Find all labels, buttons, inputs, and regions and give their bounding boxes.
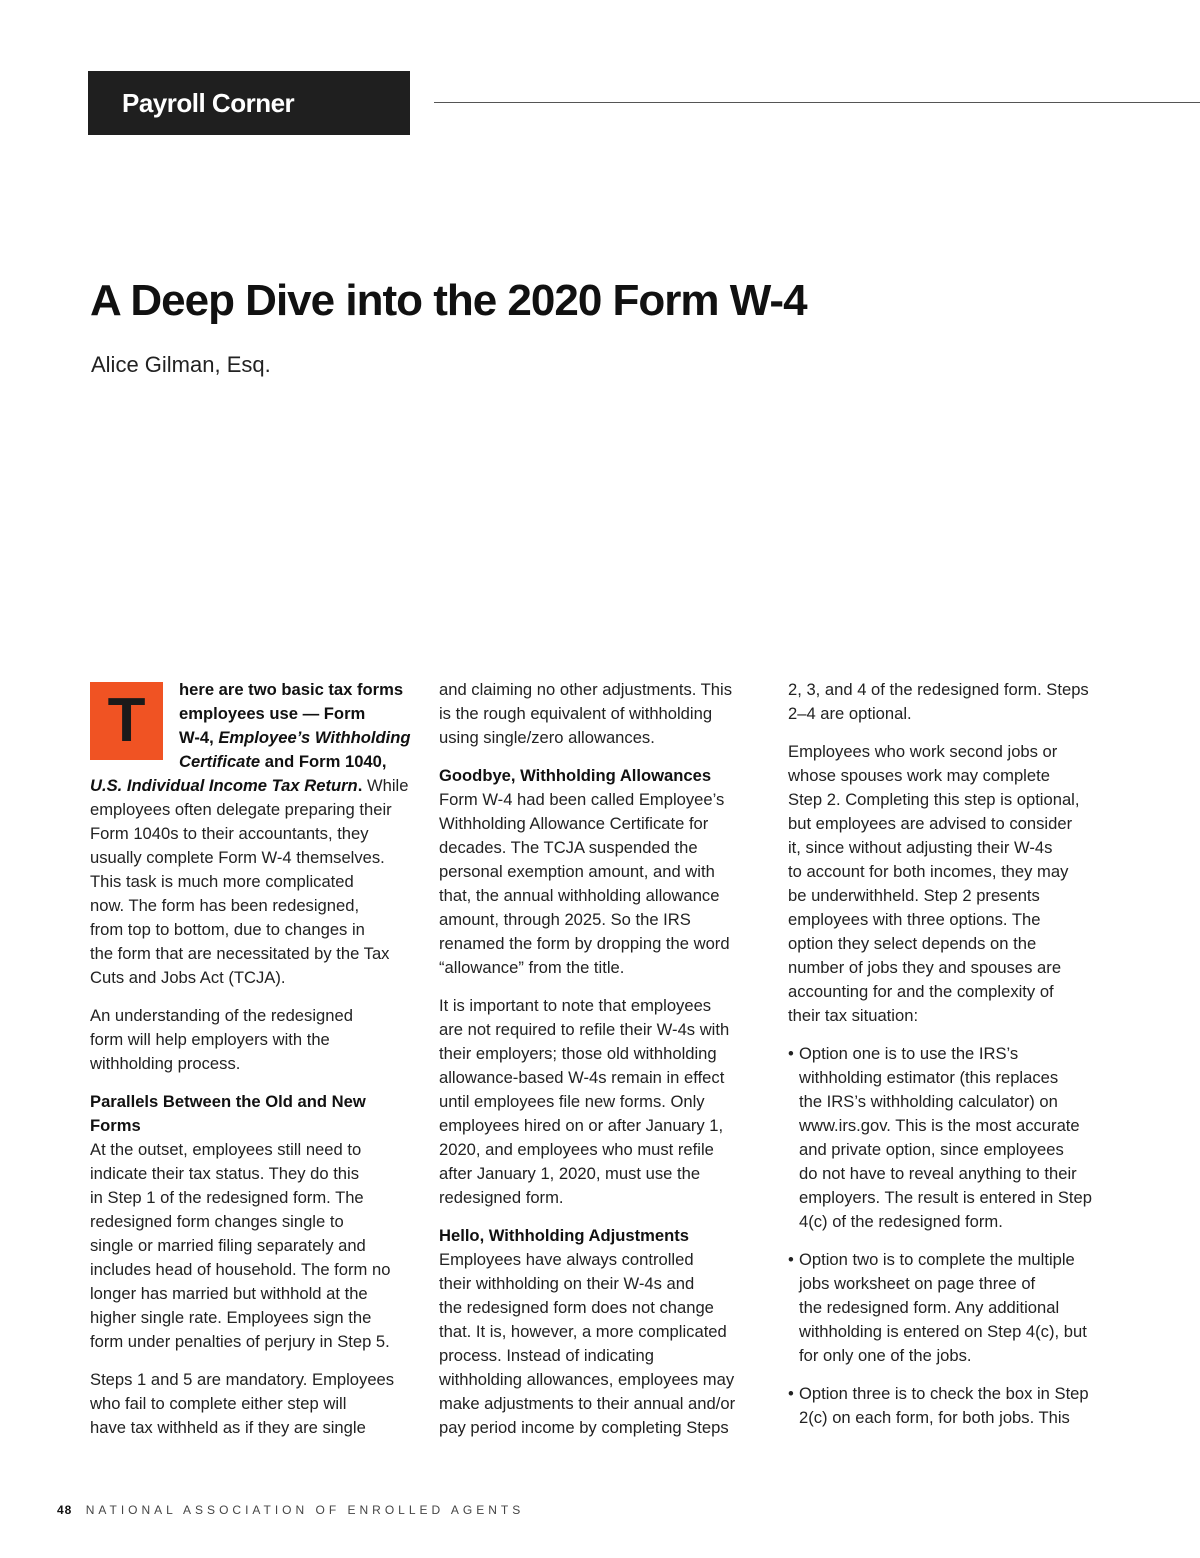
lede-text: W-4, xyxy=(179,728,219,747)
article-author: Alice Gilman, Esq. xyxy=(91,352,271,377)
bullet-line xyxy=(788,1042,1118,1066)
text-line: decades. The TCJA suspended the xyxy=(439,838,698,857)
text-line: Employees who work second jobs or xyxy=(788,742,1058,761)
text-line: the redesigned form does not change xyxy=(439,1298,714,1317)
lede-text: and Form 1040, xyxy=(260,752,387,771)
text-line: It is important to note that employees xyxy=(439,996,712,1015)
text-line: form will help employers with the xyxy=(90,1030,330,1049)
paragraph xyxy=(90,798,420,990)
bullet-line xyxy=(788,1320,1118,1344)
bullet-text: Option two is to complete the multiple xyxy=(799,1250,1075,1269)
text-line: after January 1, 2020, must use the xyxy=(439,1164,701,1183)
bullet-line xyxy=(788,1344,1118,1368)
bullet-icon: • xyxy=(788,1044,794,1063)
text-line: redesigned form changes single to xyxy=(90,1212,344,1231)
paragraph xyxy=(90,1138,420,1354)
drop-cap-letter: T xyxy=(107,686,146,755)
text-line: Cuts and Jobs Act (TCJA). xyxy=(90,968,286,987)
bullet-icon: • xyxy=(788,1250,794,1269)
text-line: to account for both incomes, they may xyxy=(788,862,1069,881)
text-line: Steps 1 and 5 are mandatory. Employees xyxy=(90,1370,395,1389)
text-line: the form that are necessitated by the Tax xyxy=(90,944,390,963)
text-line: At the outset, employees still need to xyxy=(90,1140,362,1159)
text-line: amount, through 2025. So the IRS xyxy=(439,910,691,929)
text-line: their tax situation: xyxy=(788,1006,919,1025)
text-line: that. It is, however, a more complicated xyxy=(439,1322,727,1341)
text-line: is the rough equivalent of withholding xyxy=(439,704,713,723)
text-line: indicate their tax status. They do this xyxy=(90,1164,360,1183)
bullet-icon: • xyxy=(788,1384,794,1403)
bullet-line xyxy=(788,1066,1118,1090)
bullet-text: the IRS’s withholding calculator) on xyxy=(799,1092,1058,1111)
paragraph xyxy=(439,678,771,750)
paragraph xyxy=(439,788,771,980)
lede-form-title: Employee’s Withholding xyxy=(218,728,411,747)
text-line: now. The form has been redesigned, xyxy=(90,896,360,915)
bullet-text: and private option, since employees xyxy=(799,1140,1064,1159)
text-line: using single/zero allowances. xyxy=(439,728,655,747)
text-line: withholding process. xyxy=(90,1054,241,1073)
text-line: renamed the form by dropping the word xyxy=(439,934,730,953)
text-line: who fail to complete either step will xyxy=(90,1394,347,1413)
lede-line xyxy=(90,726,420,750)
text-line: employees with three options. The xyxy=(788,910,1041,929)
text-line: make adjustments to their annual and/or xyxy=(439,1394,736,1413)
text-line: usually complete Form W-4 themselves. xyxy=(90,848,385,867)
text-line: but employees are advised to consider xyxy=(788,814,1073,833)
subheading xyxy=(90,1090,420,1138)
lede-form-title: U.S. Individual Income Tax Return xyxy=(90,776,358,795)
body-text: While xyxy=(362,776,409,795)
section-label: Payroll Corner xyxy=(122,87,295,118)
column-3 xyxy=(788,678,1118,1430)
column-2 xyxy=(439,678,771,1440)
bullet-text: for only one of the jobs. xyxy=(799,1346,972,1365)
text-line: in Step 1 of the redesigned form. The xyxy=(90,1188,364,1207)
bullet-text: Option one is to use the IRS’s xyxy=(799,1044,1019,1063)
bullet-text: Option three is to check the box in Step xyxy=(799,1384,1089,1403)
text-line: Parallels Between the Old and New xyxy=(90,1092,366,1111)
lede-form-title: Certificate xyxy=(179,752,261,771)
text-line: and claiming no other adjustments. This xyxy=(439,680,733,699)
text-line: are not required to refile their W-4s with xyxy=(439,1020,730,1039)
lede-line: here are two basic tax forms xyxy=(179,680,404,699)
bullet-line xyxy=(788,1138,1118,1162)
bullet-line xyxy=(788,1210,1118,1234)
bullet-line xyxy=(788,1296,1118,1320)
text-line: 2, 3, and 4 of the redesigned form. Steps xyxy=(788,680,1089,699)
paragraph xyxy=(439,994,771,1210)
text-line: Step 2. Completing this step is optional, xyxy=(788,790,1080,809)
text-line: higher single rate. Employees sign the xyxy=(90,1308,372,1327)
text-line: Form W-4 had been called Employee’s xyxy=(439,790,725,809)
lede-line: employees use — Form xyxy=(179,704,366,723)
bullet-text: do not have to reveal anything to their xyxy=(799,1164,1077,1183)
text-line: pay period income by completing Steps xyxy=(439,1418,729,1437)
bullet-line xyxy=(788,1090,1118,1114)
text-line: form under penalties of perjury in Step 5. xyxy=(90,1332,390,1351)
bullet-text: 4(c) of the redesigned form. xyxy=(799,1212,1003,1231)
text-line: employees often delegate preparing their xyxy=(90,800,392,819)
paragraph xyxy=(788,678,1118,726)
bullet-item xyxy=(788,1248,1118,1368)
text-line: withholding allowances, employees may xyxy=(439,1370,735,1389)
organization-name: NATIONAL ASSOCIATION OF ENROLLED AGENTS xyxy=(85,1503,525,1517)
bullet-line xyxy=(788,1162,1118,1186)
paragraph xyxy=(788,740,1118,1028)
subheading: Goodbye, Withholding Allowances xyxy=(439,766,712,785)
text-line: personal exemption amount, and with xyxy=(439,862,715,881)
section-tag xyxy=(88,71,410,135)
bullet-line xyxy=(788,1406,1118,1430)
bullet-line xyxy=(788,1272,1118,1296)
bullet-line xyxy=(788,1382,1118,1406)
article-title: A Deep Dive into the 2020 Form W-4 xyxy=(90,276,807,325)
text-line: “allowance” from the title. xyxy=(439,958,625,977)
text-line: An understanding of the redesigned xyxy=(90,1006,353,1025)
bullet-text: 2(c) on each form, for both jobs. This xyxy=(799,1408,1070,1427)
lede-line xyxy=(90,750,420,774)
bullet-text: jobs worksheet on page three of xyxy=(799,1274,1036,1293)
text-line: redesigned form. xyxy=(439,1188,564,1207)
text-line: 2020, and employees who must refile xyxy=(439,1140,714,1159)
bullet-text: employers. The result is entered in Step xyxy=(799,1188,1092,1207)
paragraph xyxy=(90,1004,420,1076)
text-line: option they select depends on the xyxy=(788,934,1037,953)
subheading: Hello, Withholding Adjustments xyxy=(439,1226,689,1245)
page-footer xyxy=(57,1503,524,1517)
lede-text: . xyxy=(357,776,363,795)
lede-line xyxy=(90,774,420,798)
text-line: accounting for and the complexity of xyxy=(788,982,1054,1001)
header-rule xyxy=(434,102,1200,103)
text-line: from top to bottom, due to changes in xyxy=(90,920,365,939)
text-line: have tax withheld as if they are single xyxy=(90,1418,366,1437)
text-line: Form 1040s to their accountants, they xyxy=(90,824,369,843)
text-line: it, since without adjusting their W-4s xyxy=(788,838,1053,857)
text-line: includes head of household. The form no xyxy=(90,1260,391,1279)
text-line: until employees file new forms. Only xyxy=(439,1092,705,1111)
paragraph xyxy=(90,1368,420,1440)
paragraph xyxy=(439,1248,771,1440)
text-line: allowance-based W-4s remain in effect xyxy=(439,1068,725,1087)
text-line: process. Instead of indicating xyxy=(439,1346,654,1365)
text-line: their employers; those old withholding xyxy=(439,1044,717,1063)
text-line: whose spouses work may complete xyxy=(788,766,1050,785)
bullet-line xyxy=(788,1186,1118,1210)
text-line: 2–4 are optional. xyxy=(788,704,912,723)
text-line: Employees have always controlled xyxy=(439,1250,694,1269)
text-line: their withholding on their W-4s and xyxy=(439,1274,695,1293)
bullet-text: www.irs.gov. This is the most accurate xyxy=(799,1116,1080,1135)
bullet-text: withholding estimator (this replaces xyxy=(799,1068,1059,1087)
text-line: This task is much more complicated xyxy=(90,872,354,891)
text-line: Withholding Allowance Certificate for xyxy=(439,814,709,833)
text-line: Forms xyxy=(90,1116,141,1135)
column-1 xyxy=(90,678,420,1440)
text-line: number of jobs they and spouses are xyxy=(788,958,1062,977)
bullet-line xyxy=(788,1114,1118,1138)
text-line: longer has married but withhold at the xyxy=(90,1284,368,1303)
bullet-line xyxy=(788,1248,1118,1272)
page-number: 48 xyxy=(57,1503,73,1517)
bullet-item xyxy=(788,1042,1118,1234)
bullet-item xyxy=(788,1382,1118,1430)
text-line: single or married filing separately and xyxy=(90,1236,366,1255)
text-line: be underwithheld. Step 2 presents xyxy=(788,886,1040,905)
text-line: that, the annual withholding allowance xyxy=(439,886,720,905)
bullet-text: the redesigned form. Any additional xyxy=(799,1298,1060,1317)
bullet-text: withholding is entered on Step 4(c), but xyxy=(799,1322,1087,1341)
text-line: employees hired on or after January 1, xyxy=(439,1116,724,1135)
